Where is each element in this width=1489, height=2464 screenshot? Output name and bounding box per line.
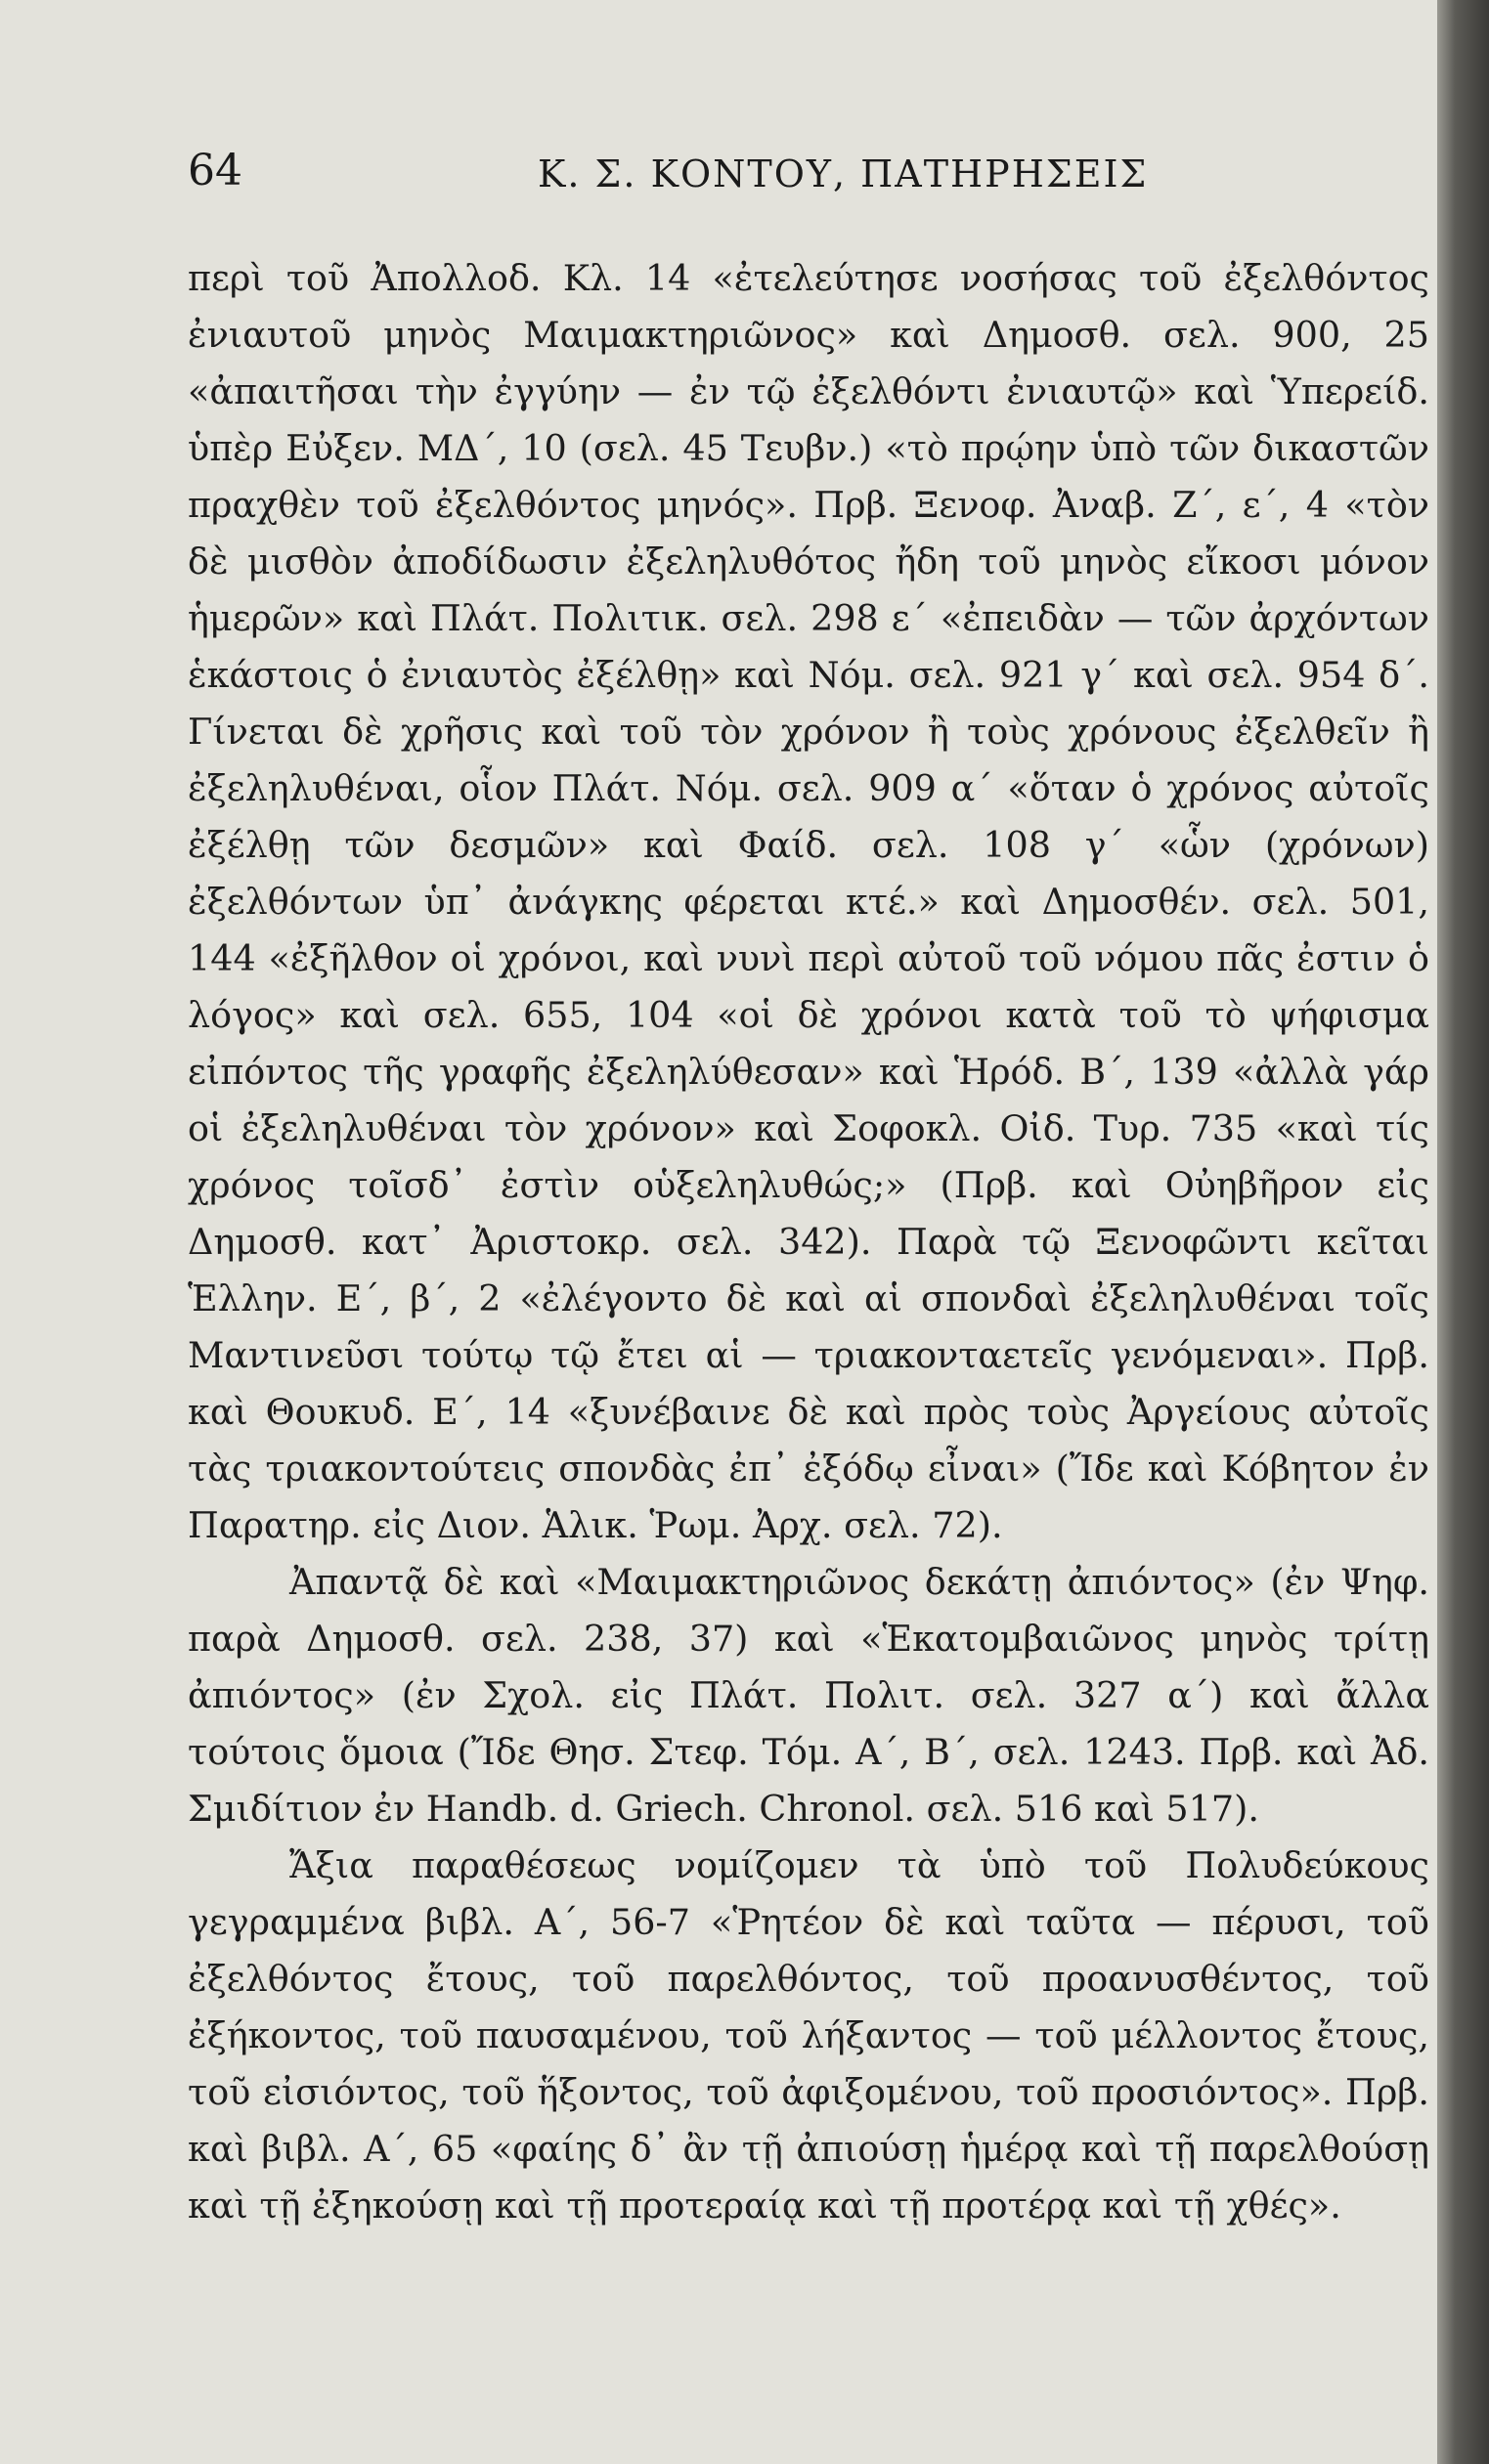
page-header [188, 147, 1429, 205]
paragraph: Ἀπαντᾷ δὲ καὶ «Μαιμακτηριῶνος δεκάτῃ ἀπιόντος» (ἐν Ψηφ. παρὰ Δημοσθ. σελ. 238, 37) καὶ «Ἑκατομβαιῶνος μηνὸς τρίτῃ ἀπιόντος» (ἐν Σχολ. εἰς Πλάτ. Πολιτ. σελ. 327 α΄) καὶ ἄλλα τούτοις ὅμοια (Ἴδε Θησ. Στεφ. Τόμ. Α΄, Β΄, σελ. 1243. Πρβ. καὶ Ἀδ. Σμιδίτιον ἐν Handb. d. Griech. Chronol. σελ. 516 καὶ 517). [188, 1561, 1429, 1830]
book-spine-shadow [1437, 0, 1489, 2464]
paragraph: Ἄξια παραθέσεως νομίζομεν τὰ ὑπὸ τοῦ Πολυδεύκους γεγραμμένα βιβλ. Α΄, 56-7 «Ῥητέον δὲ καὶ ταῦτα — πέρυσι, τοῦ ἐξελθόντος ἔτους, τοῦ παρελθόντος, τοῦ προανυσθέντος, τοῦ ἐξήκοντος, τοῦ παυσαμένου, τοῦ λήξαντος — τοῦ μέλλοντος ἔτους, τοῦ εἰσιόντος, τοῦ ἥξοντος, τοῦ ἀφιξομένου, τοῦ προσιόντος». Πρβ. καὶ βιβλ. Α΄, 65 «φαίης δ᾽ ἂν τῇ ἀπιούσῃ ἡμέρᾳ καὶ τῇ παρελθούσῃ καὶ τῇ ἐξηκούσῃ καὶ τῇ προτεραίᾳ καὶ τῇ προτέρᾳ καὶ τῇ χθές». [188, 1844, 1429, 2226]
paragraph: περὶ τοῦ Ἀπολλοδ. Κλ. 14 «ἐτελεύτησε νοσήσας τοῦ ἐξελθόντος ἐνιαυτοῦ μηνὸς Μαιμακτηριῶνος» καὶ Δημοσθ. σελ. 900, 25 «ἀπαιτῆσαι τὴν ἐγγύην — ἐν τῷ ἐξελθόντι ἐνιαυτῷ» καὶ Ὑπερείδ. ὑπὲρ Εὐξεν. ΜΔ΄, 10 (σελ. 45 Τευβν.) «τὸ πρῴην ὑπὸ τῶν δικαστῶν πραχθὲν τοῦ ἐξελθόντος μηνός». Πρβ. Ξενοφ. Ἀναβ. Ζ΄, ε΄, 4 «τὸν δὲ μισθὸν ἀποδίδωσιν ἐξεληλυθότος ἤδη τοῦ μηνὸς εἴκοσι μόνον ἡμερῶν» καὶ Πλάτ. Πολιτικ. σελ. 298 ε΄ «ἐπειδὰν — τῶν ἀρχόντων ἑκάστοις ὁ ἐνιαυτὸς ἐξέλθῃ» καὶ Νόμ. σελ. 921 γ΄ καὶ σελ. 954 δ΄. Γίνεται δὲ χρῆσις καὶ τοῦ τὸν χρόνον ἢ τοὺς χρόνους ἐξελθεῖν ἢ ἐξεληλυθέναι, οἷον Πλάτ. Νόμ. σελ. 909 α΄ «ὅταν ὁ χρόνος αὐτοῖς ἐξέλθῃ τῶν δεσμῶν» καὶ Φαίδ. σελ. 108 γ΄ «ὧν (χρόνων) ἐξελθόντων ὑπ᾽ ἀνάγκης φέρεται κτέ.» καὶ Δημοσθέν. σελ. 501, 144 «ἐξῆλθον οἱ χρόνοι, καὶ νυνὶ περὶ αὐτοῦ τοῦ νόμου πᾶς ἐστιν ὁ λόγος» καὶ σελ. 655, 104 «οἱ δὲ χρόνοι κατὰ τοῦ τὸ ψήφισμα εἰπόντος τῆς γραφῆς ἐξεληλύθεσαν» καὶ Ἡρόδ. Β΄, 139 «ἀλλὰ γάρ οἱ ἐξεληλυθέναι τὸν χρόνον» καὶ Σοφοκλ. Οἰδ. Τυρ. 735 «καὶ τίς χρόνος τοῖσδ᾽ ἐστὶν οὑξεληλυθώς;» (Πρβ. καὶ Οὐηβῆρον εἰς Δημοσθ. κατ᾽ Ἀριστοκρ. σελ. 342). Παρὰ τῷ Ξενοφῶντι κεῖται Ἑλλην. Ε΄, β΄, 2 «ἐλέγοντο δὲ καὶ αἱ σπονδαὶ ἐξεληλυθέναι τοῖς Μαντινεῦσι τούτῳ τῷ ἔτει αἱ — τριακονταετεῖς γενόμεναι». Πρβ. καὶ Θουκυδ. Ε΄, 14 «ξυνέβαινε δὲ καὶ πρὸς τοὺς Ἀργείους αὐτοῖς τὰς τριακοντούτεις σπονδὰς ἐπ᾽ ἐξόδῳ εἶναι» (Ἴδε καὶ Κόβητον ἐν Παρατηρ. εἰς Διον. Ἁλικ. Ῥωμ. Ἀρχ. σελ. 72). [188, 257, 1429, 1546]
running-head: Κ. Σ. ΚΟΝΤΟΥ, ΠΑΤΗΡΗΣΕΙΣ [538, 152, 1149, 195]
page-number: 64 [188, 146, 242, 195]
body-text [188, 250, 1429, 2234]
